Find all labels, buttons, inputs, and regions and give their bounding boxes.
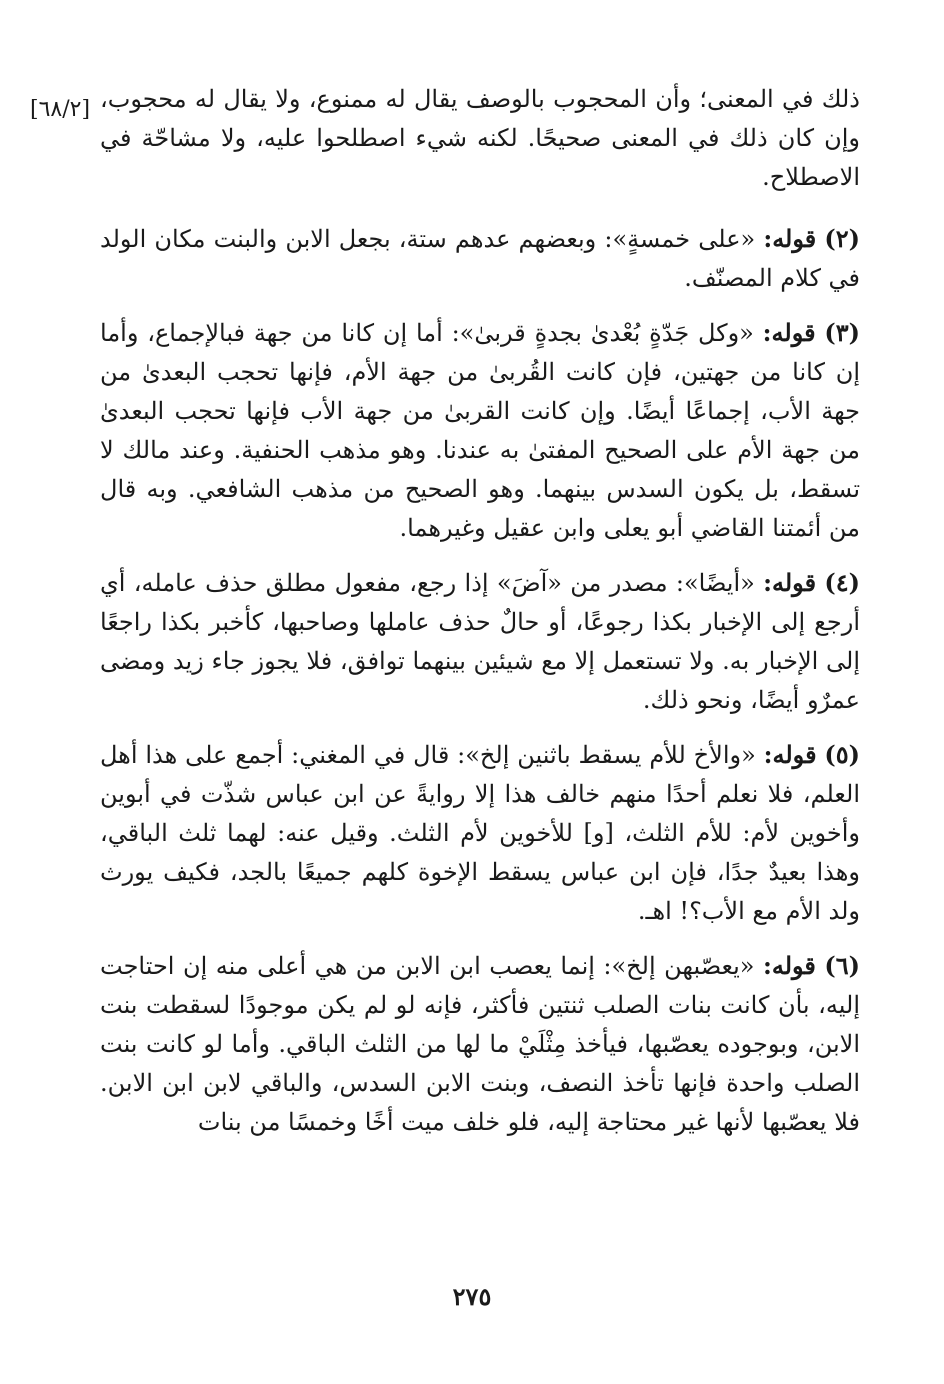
note-label: قوله: bbox=[762, 951, 816, 980]
note-text: «على خمسةٍ»: وبعضهم عدهم ستة، بجعل الابن والبنت مكان الولد في كلام المصنّف. bbox=[100, 225, 860, 292]
text-body bbox=[100, 80, 860, 1157]
footnote-3 bbox=[100, 313, 860, 548]
note-label: قوله: bbox=[763, 568, 817, 597]
note-text: «أيضًا»: مصدر من «آضَ» إذا رجع، مفعول مطلق حذف عامله، أي أرجع إلى الإخبار بكذا رجوعًا، أو حالٌ حذف عاملها وصاحبها، كأخبر بكذا راجعًا إلى الإخبار به. ولا تستعمل إلا مع شيئين بينهما توافق، فلا يجوز جاء زيد ومضى عمرٌو أيضًا، ونحو ذلك. bbox=[100, 569, 860, 714]
page-number: ٢٧٥ bbox=[452, 1282, 492, 1311]
note-number: (٥) bbox=[824, 740, 860, 769]
note-text: «وكل جَدّةٍ بُعْدىٰ بجدةٍ قربىٰ»: أما إن كانا من جهة فبالإجماع، وأما إن كانا من جهتين، فإن كانت القُربىٰ من جهة الأم، فإنها تحجب البعدىٰ من جهة الأب، إجماعًا أيضًا. وإن كانت القربىٰ من جهة الأب فإنها تحجب البعدىٰ من جهة الأم على الصحيح المفتىٰ به عندنا. وهو مذهب الحنفية. وعند مالك لا تسقط، بل يكون السدس بينهما. وهو الصحيح من مذهب الشافعي. وبه قال من أئمتنا القاضي أبو يعلى وابن عقيل وغيرهما. bbox=[100, 319, 860, 542]
note-number: (٤) bbox=[824, 568, 860, 597]
note-label: قوله: bbox=[763, 224, 817, 253]
note-text: «والأخ للأم يسقط باثنين إلخ»: قال في المغني: أجمع على هذا أهل العلم، فلا نعلم أحدًا منهم خالف هذا إلا روايةً عن ابن عباس شذّت في أبوين وأخوين لأم: للأم الثلث، [و] للأخوين لأم الثلث. وقيل عنه: لهما ثلث الباقي، وهذا بعيدٌ جدًا، فإن ابن عباس يسقط الإخوة كلهم جميعًا بالجد، فكيف يورث ولد الأم مع الأب؟! اهـ. bbox=[100, 741, 860, 925]
margin-reference: [٦٨/٢] bbox=[30, 97, 91, 122]
footnote-6 bbox=[100, 946, 860, 1142]
footnote-4 bbox=[100, 563, 860, 720]
footnote-2 bbox=[100, 219, 860, 298]
note-number: (٢) bbox=[824, 224, 860, 253]
note-number: (٦) bbox=[824, 951, 860, 980]
intro-paragraph: ذلك في المعنى؛ وأن المحجوب بالوصف يقال له ممنوع، ولا يقال له محجوب، وإن كان ذلك في المعنى صحيحًا. لكنه شيء اصطلحوا عليه، ولا مشاحّة في الاصطلاح. bbox=[100, 85, 860, 191]
note-number: (٣) bbox=[824, 318, 860, 347]
note-label: قوله: bbox=[763, 740, 817, 769]
note-text: «يعصّبهن إلخ»: إنما يعصب ابن الابن من هي أعلى منه إن احتاجت إليه، بأن كانت بنات الصلب ثنتين فأكثر، فإنه لو لم يكن موجودًا لسقطت بنت الابن، وبوجوده يعصّبها، فيأخذ مِثْلَيْ ما لها من الثلث الباقي. وأما لو كانت بنت الصلب واحدة فإنها تأخذ النصف، وبنت الابن السدس، والباقي لابن ابن الابن. فلا يعصّبها لأنها غير محتاجة إليه، فلو خلف ميت أخًا وخمسًا من بنات bbox=[100, 952, 860, 1136]
footnote-5 bbox=[100, 735, 860, 931]
note-label: قوله: bbox=[762, 318, 816, 347]
